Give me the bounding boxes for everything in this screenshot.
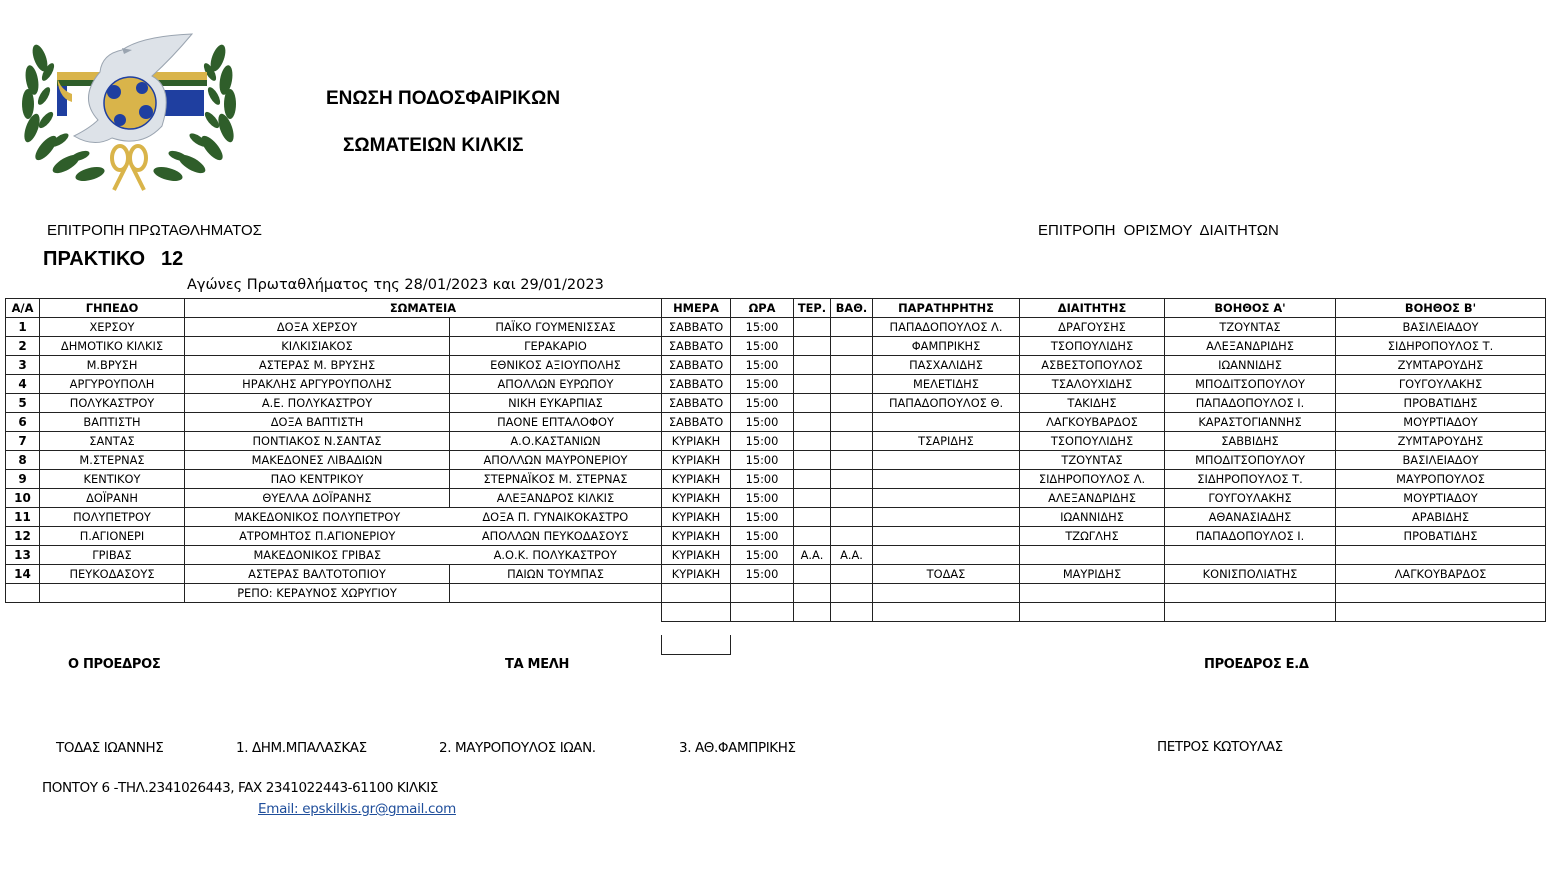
header-aa: Α/Α: [6, 299, 40, 318]
empty-cell: [731, 603, 794, 622]
time-cell: 15:00: [731, 432, 794, 451]
venue-cell: ΒΑΠΤΙΣΤΗ: [40, 413, 185, 432]
away-team-cell: ΠΑΙΩΝ ΤΟΥΜΠΑΣ: [450, 565, 662, 584]
header-observer: ΠΑΡΑΤΗΡΗΤΗΣ: [873, 299, 1020, 318]
table-row: [6, 318, 1546, 337]
time-cell: 15:00: [731, 565, 794, 584]
assistant-b-cell: ΜΟΥΡΤΙΑΔΟΥ: [1336, 413, 1546, 432]
home-team-cell: ΔΟΞΑ ΧΕΡΣΟΥ: [185, 318, 450, 337]
table-row: [6, 489, 1546, 508]
referee-cell: ΤΣΑΛΟΥΧΙΔΗΣ: [1020, 375, 1165, 394]
observer-cell: [873, 508, 1020, 527]
time-cell: 15:00: [731, 508, 794, 527]
referee-cell: ΤΖΩΓΛΗΣ: [1020, 527, 1165, 546]
observer-cell: [873, 413, 1020, 432]
venue-cell: ΔΟΪΡΑΝΗ: [40, 489, 185, 508]
assistant-b-cell: [1336, 546, 1546, 565]
match-dates-subtitle: Αγώνες Πρωταθλήματος της 28/01/2023 και 29/01/2023: [187, 277, 604, 293]
home-team-cell: ΑΣΤΕΡΑΣ ΒΑΛΤΟΤΟΠΙΟΥ: [185, 565, 450, 584]
ed-president-name: ΠΕΤΡΟΣ ΚΩΤΟΥΛΑΣ: [1157, 739, 1283, 755]
home-team-cell: Α.Ε. ΠΟΛΥΚΑΣΤΡΟΥ: [185, 394, 450, 413]
assistant-a-cell: ΓΟΥΓΟΥΛΑΚΗΣ: [1165, 489, 1336, 508]
day-cell: ΚΥΡΙΑΚΗ: [662, 546, 731, 565]
table-row: [6, 337, 1546, 356]
row-number-cell: 7: [6, 432, 40, 451]
home-team-cell: ΠΟΝΤΙΑΚΟΣ Ν.ΣΑΝΤΑΣ: [185, 432, 450, 451]
association-logo: [2, 28, 258, 196]
day-cell: ΣΑΒΒΑΤΟ: [662, 394, 731, 413]
time-cell: 15:00: [731, 318, 794, 337]
row-number-cell: 6: [6, 413, 40, 432]
assistant-b-cell: ΑΡΑΒΙΔΗΣ: [1336, 508, 1546, 527]
vath-cell: [831, 394, 873, 413]
referee-cell: ΣΙΔΗΡΟΠΟΥΛΟΣ Λ.: [1020, 470, 1165, 489]
observer-cell: ΠΑΠΑΔΟΠΟΥΛΟΣ Λ.: [873, 318, 1020, 337]
president-label: Ο ΠΡΟΕΔΡΟΣ: [68, 657, 161, 672]
header-assistant-b: ΒΟΗΘΟΣ Β': [1336, 299, 1546, 318]
away-team-cell: ΠΑΟΝΕ ΕΠΤΑΛΟΦΟΥ: [450, 413, 662, 432]
referee-cell: ΔΡΑΓΟΥΣΗΣ: [1020, 318, 1165, 337]
vath-cell: [831, 432, 873, 451]
assistant-a-cell: ΑΘΑΝΑΣΙΑΔΗΣ: [1165, 508, 1336, 527]
ter-cell: [794, 432, 831, 451]
ter-cell: [794, 318, 831, 337]
referee-cell: ΑΣΒΕΣΤΟΠΟΥΛΟΣ: [1020, 356, 1165, 375]
time-cell: 15:00: [731, 546, 794, 565]
row-number-cell: 11: [6, 508, 40, 527]
ter-cell: [794, 489, 831, 508]
ter-cell: [794, 375, 831, 394]
referee-cell: ΑΛΕΞΑΝΔΡΙΔΗΣ: [1020, 489, 1165, 508]
time-cell: 15:00: [731, 394, 794, 413]
venue-cell: ΧΕΡΣΟΥ: [40, 318, 185, 337]
assistant-a-cell: ΠΑΠΑΔΟΠΟΥΛΟΣ Ι.: [1165, 394, 1336, 413]
row-number-cell: 9: [6, 470, 40, 489]
ter-cell: [794, 508, 831, 527]
table-row: [6, 432, 1546, 451]
ter-cell: Α.Α.: [794, 546, 831, 565]
email-link[interactable]: Email: epskilkis.gr@gmail.com: [258, 801, 456, 817]
ter-cell: [794, 565, 831, 584]
time-cell: 15:00: [731, 413, 794, 432]
empty-cell: [185, 603, 450, 622]
vath-cell: [831, 375, 873, 394]
row-number-cell: 10: [6, 489, 40, 508]
empty-cell: [1020, 584, 1165, 603]
empty-cell: [40, 584, 185, 603]
venue-cell: ΚΕΝΤΙΚΟΥ: [40, 470, 185, 489]
empty-cell: [662, 584, 731, 603]
day-cell: ΣΑΒΒΑΤΟ: [662, 318, 731, 337]
empty-cell: [6, 584, 40, 603]
venue-cell: ΠΟΛΥΠΕΤΡΟΥ: [40, 508, 185, 527]
table-row: [6, 394, 1546, 413]
observer-cell: [873, 451, 1020, 470]
vath-cell: [831, 413, 873, 432]
assistant-a-cell: ΣΑΒΒΙΔΗΣ: [1165, 432, 1336, 451]
away-team-cell: ΑΠΟΛΛΩΝ ΠΕΥΚΟΔΑΣΟΥΣ: [450, 527, 662, 546]
empty-cell: [1020, 603, 1165, 622]
referee-cell: ΤΣΟΠΟΥΛΙΔΗΣ: [1020, 432, 1165, 451]
observer-cell: [873, 489, 1020, 508]
ter-cell: [794, 394, 831, 413]
observer-cell: ΤΣΑΡΙΔΗΣ: [873, 432, 1020, 451]
table-row: [6, 565, 1546, 584]
assistant-b-cell: ΠΡΟΒΑΤΙΔΗΣ: [1336, 394, 1546, 413]
assistant-b-cell: ΖΥΜΤΑΡΟΥΔΗΣ: [1336, 356, 1546, 375]
assistant-b-cell: ΓΟΥΓΟΥΛΑΚΗΣ: [1336, 375, 1546, 394]
ter-cell: [794, 413, 831, 432]
referee-cell: ΜΑΥΡΙΔΗΣ: [1020, 565, 1165, 584]
org-title-line2: ΣΩΜΑΤΕΙΩΝ ΚΙΛΚΙΣ: [343, 135, 524, 156]
table-row: [6, 470, 1546, 489]
header-ter: ΤΕΡ.: [794, 299, 831, 318]
venue-cell: Μ.ΒΡΥΣΗ: [40, 356, 185, 375]
away-team-cell: Α.Ο.ΚΑΣΤΑΝΙΩΝ: [450, 432, 662, 451]
venue-cell: ΔΗΜΟΤΙΚΟ ΚΙΛΚΙΣ: [40, 337, 185, 356]
header-time: ΩΡΑ: [731, 299, 794, 318]
time-cell: 15:00: [731, 375, 794, 394]
rest-team-cell: ΡΕΠΟ: ΚΕΡΑΥΝΟΣ ΧΩΡΥΓΙΟΥ: [185, 584, 450, 603]
contact-address: ΠΟΝΤΟΥ 6 -ΤΗΛ.2341026443, FAX 2341022443-61100 ΚΙΛΚΙΣ: [42, 780, 438, 796]
table-row: [6, 413, 1546, 432]
match-schedule-table: [5, 298, 1546, 622]
assistant-b-cell: ΣΙΔΗΡΟΠΟΥΛΟΣ Τ.: [1336, 337, 1546, 356]
ter-cell: [794, 470, 831, 489]
home-team-cell: ΚΙΛΚΙΣΙΑΚΟΣ: [185, 337, 450, 356]
ter-cell: [794, 337, 831, 356]
away-team-cell: ΔΟΞΑ Π. ΓΥΝΑΙΚΟΚΑΣΤΡΟ: [450, 508, 662, 527]
ed-president-label: ΠΡΟΕΔΡΟΣ Ε.Δ: [1204, 657, 1309, 672]
members-label: ΤΑ ΜΕΛΗ: [505, 657, 570, 672]
away-team-cell: ΣΤΕΡΝΑΪΚΟΣ Μ. ΣΤΕΡΝΑΣ: [450, 470, 662, 489]
ter-cell: [794, 356, 831, 375]
day-cell: ΚΥΡΙΑΚΗ: [662, 432, 731, 451]
away-team-cell: Α.Ο.Κ. ΠΟΛΥΚΑΣΤΡΟΥ: [450, 546, 662, 565]
observer-cell: [873, 470, 1020, 489]
empty-cell: [6, 603, 40, 622]
venue-cell: ΑΡΓΥΡΟΥΠΟΛΗ: [40, 375, 185, 394]
day-cell: ΚΥΡΙΑΚΗ: [662, 508, 731, 527]
vath-cell: Α.Α.: [831, 546, 873, 565]
home-team-cell: ΜΑΚΕΔΟΝΙΚΟΣ ΠΟΛΥΠΕΤΡΟΥ: [185, 508, 450, 527]
table-row: [6, 527, 1546, 546]
time-cell: 15:00: [731, 356, 794, 375]
vath-cell: [831, 337, 873, 356]
member-1-name: 1. ΔΗΜ.ΜΠΑΛΑΣΚΑΣ: [236, 740, 367, 756]
member-3-name: 3. ΑΘ.ΦΑΜΠΡΙΚΗΣ: [679, 740, 796, 756]
venue-cell: Π.ΑΓΙΟΝΕΡΙ: [40, 527, 185, 546]
time-cell: 15:00: [731, 470, 794, 489]
home-team-cell: ΔΟΞΑ ΒΑΠΤΙΣΤΗ: [185, 413, 450, 432]
ter-cell: [794, 527, 831, 546]
referee-cell: ΤΖΟΥΝΤΑΣ: [1020, 451, 1165, 470]
vath-cell: [831, 527, 873, 546]
venue-cell: Μ.ΣΤΕΡΝΑΣ: [40, 451, 185, 470]
row-number-cell: 14: [6, 565, 40, 584]
away-team-cell: ΑΠΟΛΛΩΝ ΜΑΥΡΟΝΕΡΙΟΥ: [450, 451, 662, 470]
blank-row: [6, 603, 1546, 622]
minutes-label: ΠΡΑΚΤΙΚΟ: [43, 248, 146, 270]
observer-cell: [873, 546, 1020, 565]
logo-emblem: [2, 28, 258, 196]
assistant-a-cell: ΜΠΟΔΙΤΣΟΠΟΥΛΟΥ: [1165, 375, 1336, 394]
away-team-cell: ΑΠΟΛΛΩΝ ΕΥΡΩΠΟΥ: [450, 375, 662, 394]
away-team-cell: ΓΕΡΑΚΑΡΙΟ: [450, 337, 662, 356]
header-referee: ΔΙΑΙΤΗΤΗΣ: [1020, 299, 1165, 318]
time-cell: 15:00: [731, 489, 794, 508]
observer-cell: ΠΑΠΑΔΟΠΟΥΛΟΣ Θ.: [873, 394, 1020, 413]
venue-cell: ΠΟΛΥΚΑΣΤΡΟΥ: [40, 394, 185, 413]
home-team-cell: ΜΑΚΕΔΟΝΕΣ ΛΙΒΑΔΙΩΝ: [185, 451, 450, 470]
venue-cell: ΠΕΥΚΟΔΑΣΟΥΣ: [40, 565, 185, 584]
away-team-cell: ΑΛΕΞΑΝΔΡΟΣ ΚΙΛΚΙΣ: [450, 489, 662, 508]
day-cell: ΚΥΡΙΑΚΗ: [662, 470, 731, 489]
minutes-number: 12: [161, 248, 184, 270]
vath-cell: [831, 318, 873, 337]
assistant-a-cell: [1165, 546, 1336, 565]
empty-cell: [1336, 603, 1546, 622]
referee-cell: ΙΩΑΝΝΙΔΗΣ: [1020, 508, 1165, 527]
assistant-a-cell: ΣΙΔΗΡΟΠΟΥΛΟΣ Τ.: [1165, 470, 1336, 489]
table-row: [6, 451, 1546, 470]
vath-cell: [831, 489, 873, 508]
header-assistant-a: ΒΟΗΘΟΣ Α': [1165, 299, 1336, 318]
row-number-cell: 2: [6, 337, 40, 356]
row-number-cell: 4: [6, 375, 40, 394]
day-cell: ΣΑΒΒΑΤΟ: [662, 356, 731, 375]
home-team-cell: ΑΤΡΟΜΗΤΟΣ Π.ΑΓΙΟΝΕΡΙΟΥ: [185, 527, 450, 546]
org-title-line1: ΕΝΩΣΗ ΠΟΔΟΣΦΑΙΡΙΚΩΝ: [326, 88, 561, 109]
vath-cell: [831, 356, 873, 375]
minutes-title: [43, 248, 183, 271]
home-team-cell: ΘΥΕΛΛΑ ΔΟΪΡΑΝΗΣ: [185, 489, 450, 508]
day-cell: ΚΥΡΙΑΚΗ: [662, 451, 731, 470]
day-cell: ΣΑΒΒΑΤΟ: [662, 413, 731, 432]
empty-cell: [1165, 603, 1336, 622]
assistant-a-cell: ΜΠΟΔΙΤΣΟΠΟΥΛΟΥ: [1165, 451, 1336, 470]
assistant-a-cell: ΠΑΠΑΔΟΠΟΥΛΟΣ Ι.: [1165, 527, 1336, 546]
home-team-cell: ΠΑΟ ΚΕΝΤΡΙΚΟΥ: [185, 470, 450, 489]
president-name: ΤΟΔΑΣ ΙΩΑΝΝΗΣ: [56, 740, 164, 756]
row-number-cell: 1: [6, 318, 40, 337]
table-row: [6, 356, 1546, 375]
empty-cell: [831, 584, 873, 603]
assistant-a-cell: ΑΛΕΞΑΝΔΡΙΔΗΣ: [1165, 337, 1336, 356]
empty-day-cell: [661, 635, 731, 655]
empty-cell: [450, 603, 662, 622]
assistant-a-cell: ΚΟΝΙΣΠΟΛΙΑΤΗΣ: [1165, 565, 1336, 584]
vath-cell: [831, 451, 873, 470]
day-cell: ΚΥΡΙΑΚΗ: [662, 527, 731, 546]
observer-cell: ΦΑΜΠΡΙΚΗΣ: [873, 337, 1020, 356]
empty-cell: [450, 584, 662, 603]
empty-cell: [1336, 584, 1546, 603]
assistant-a-cell: ΤΖΟΥΝΤΑΣ: [1165, 318, 1336, 337]
vath-cell: [831, 470, 873, 489]
ter-cell: [794, 451, 831, 470]
assistant-b-cell: ΠΡΟΒΑΤΙΔΗΣ: [1336, 527, 1546, 546]
day-cell: ΣΑΒΒΑΤΟ: [662, 337, 731, 356]
table-header-row: [6, 299, 1546, 318]
empty-cell: [662, 603, 731, 622]
vath-cell: [831, 565, 873, 584]
home-team-cell: ΗΡΑΚΛΗΣ ΑΡΓΥΡΟΥΠΟΛΗΣ: [185, 375, 450, 394]
header-vath: ΒΑΘ.: [831, 299, 873, 318]
time-cell: 15:00: [731, 451, 794, 470]
referee-cell: ΛΑΓΚΟΥΒΑΡΔΟΣ: [1020, 413, 1165, 432]
table-row: [6, 375, 1546, 394]
empty-cell: [794, 584, 831, 603]
observer-cell: ΠΑΣΧΑΛΙΔΗΣ: [873, 356, 1020, 375]
observer-cell: ΤΟΔΑΣ: [873, 565, 1020, 584]
assistant-a-cell: ΙΩΑΝΝΙΔΗΣ: [1165, 356, 1336, 375]
vath-cell: [831, 508, 873, 527]
assistant-b-cell: ΛΑΓΚΟΥΒΑΡΔΟΣ: [1336, 565, 1546, 584]
empty-cell: [731, 584, 794, 603]
assistant-b-cell: ΒΑΣΙΛΕΙΑΔΟΥ: [1336, 318, 1546, 337]
away-team-cell: ΕΘΝΙΚΟΣ ΑΞΙΟΥΠΟΛΗΣ: [450, 356, 662, 375]
header-venue: ΓΗΠΕΔΟ: [40, 299, 185, 318]
row-number-cell: 12: [6, 527, 40, 546]
away-team-cell: ΝΙΚΗ ΕΥΚΑΡΠΙΑΣ: [450, 394, 662, 413]
away-team-cell: ΠΑΪΚΟ ΓΟΥΜΕΝΙΣΣΑΣ: [450, 318, 662, 337]
row-number-cell: 8: [6, 451, 40, 470]
venue-cell: ΓΡΙΒΑΣ: [40, 546, 185, 565]
referee-cell: ΤΣΟΠΟΥΛΙΔΗΣ: [1020, 337, 1165, 356]
day-cell: ΣΑΒΒΑΤΟ: [662, 375, 731, 394]
assistant-b-cell: ΜΟΥΡΤΙΑΔΟΥ: [1336, 489, 1546, 508]
table-row: [6, 508, 1546, 527]
home-team-cell: ΑΣΤΕΡΑΣ Μ. ΒΡΥΣΗΣ: [185, 356, 450, 375]
empty-cell: [40, 603, 185, 622]
observer-cell: ΜΕΛΕΤΙΔΗΣ: [873, 375, 1020, 394]
row-number-cell: 5: [6, 394, 40, 413]
day-cell: ΚΥΡΙΑΚΗ: [662, 489, 731, 508]
observer-cell: [873, 527, 1020, 546]
header-day: ΗΜΕΡΑ: [662, 299, 731, 318]
member-2-name: 2. ΜΑΥΡΟΠΟΥΛΟΣ ΙΩΑΝ.: [439, 740, 596, 756]
venue-cell: ΣΑΝΤΑΣ: [40, 432, 185, 451]
assistant-a-cell: ΚΑΡΑΣΤΟΓΙΑΝΝΗΣ: [1165, 413, 1336, 432]
referee-cell: [1020, 546, 1165, 565]
assistant-b-cell: ΒΑΣΙΛΕΙΑΔΟΥ: [1336, 451, 1546, 470]
empty-cell: [794, 603, 831, 622]
rest-team-row: [6, 584, 1546, 603]
empty-cell: [873, 584, 1020, 603]
home-team-cell: ΜΑΚΕΔΟΝΙΚΟΣ ΓΡΙΒΑΣ: [185, 546, 450, 565]
empty-cell: [1165, 584, 1336, 603]
row-number-cell: 13: [6, 546, 40, 565]
day-cell: ΚΥΡΙΑΚΗ: [662, 565, 731, 584]
empty-cell: [831, 603, 873, 622]
time-cell: 15:00: [731, 337, 794, 356]
header-teams: ΣΩΜΑΤΕΙΑ: [185, 299, 662, 318]
assistant-b-cell: ΜΑΥΡΟΠΟΥΛΟΣ: [1336, 470, 1546, 489]
empty-cell: [873, 603, 1020, 622]
table-row: [6, 546, 1546, 565]
row-number-cell: 3: [6, 356, 40, 375]
assistant-b-cell: ΖΥΜΤΑΡΟΥΔΗΣ: [1336, 432, 1546, 451]
referee-committee-label: ΕΠΙΤΡΟΠΗ ΟΡΙΣΜΟΥ ΔΙΑΙΤΗΤΩΝ: [1038, 222, 1279, 239]
referee-cell: ΤΑΚΙΔΗΣ: [1020, 394, 1165, 413]
time-cell: 15:00: [731, 527, 794, 546]
championship-committee-label: ΕΠΙΤΡΟΠΗ ΠΡΩΤΑΘΛΗΜΑΤΟΣ: [47, 222, 262, 239]
